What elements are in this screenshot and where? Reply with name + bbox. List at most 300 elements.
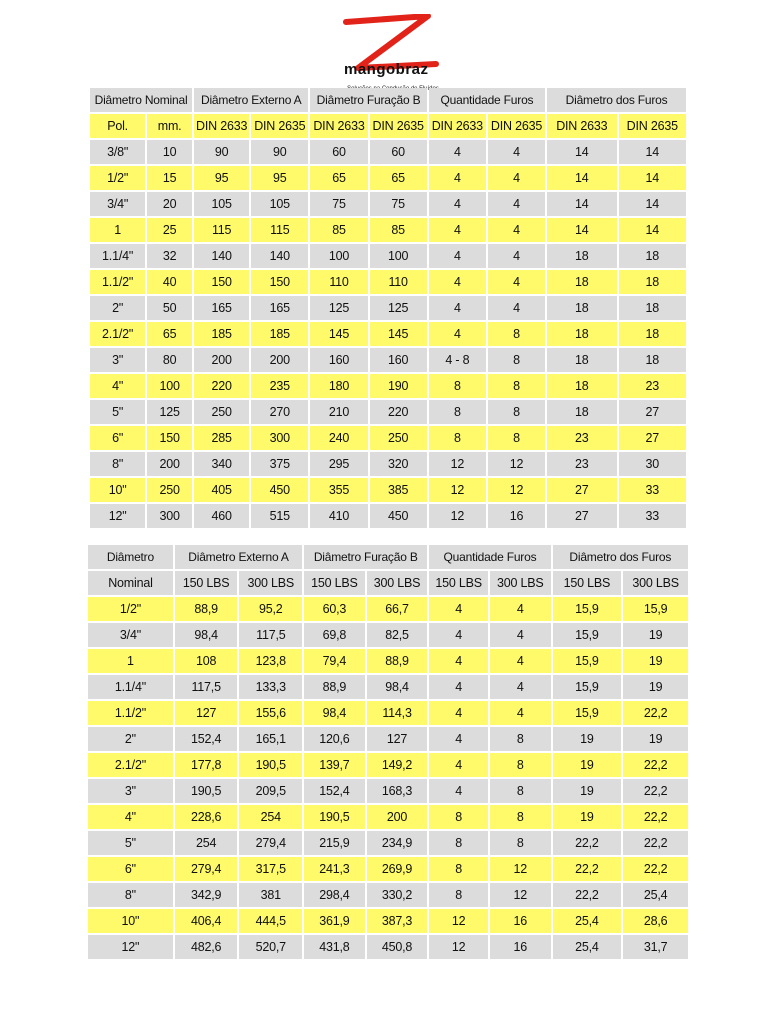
table-cell: 127	[367, 727, 428, 751]
table-cell: 40	[147, 270, 192, 294]
table-cell: 88,9	[367, 649, 428, 673]
table-cell: 31,7	[623, 935, 688, 959]
company-logo	[318, 14, 468, 86]
header-hole-count: Quantidade Furos	[429, 545, 550, 569]
nominal-size-cell: 8"	[88, 883, 173, 907]
nominal-size-cell: 2"	[88, 727, 173, 751]
table-cell: 19	[553, 727, 622, 751]
table-cell: 160	[370, 348, 427, 372]
table-cell: 133,3	[239, 675, 302, 699]
table-cell: 14	[619, 166, 686, 190]
table-row	[88, 649, 688, 673]
nominal-size-cell: 12"	[90, 504, 145, 528]
table-cell: 14	[619, 218, 686, 242]
table-cell: 4	[488, 244, 545, 268]
nominal-size-cell: 3/4"	[88, 623, 173, 647]
table-cell: 381	[239, 883, 302, 907]
table-row	[88, 597, 688, 621]
table-cell: 65	[310, 166, 367, 190]
column-subheader: DIN 2635	[619, 114, 686, 138]
table-cell: 16	[490, 935, 551, 959]
table-cell: 8	[490, 727, 551, 751]
table-cell: 298,4	[304, 883, 365, 907]
table-cell: 185	[251, 322, 308, 346]
table-cell: 145	[310, 322, 367, 346]
table-cell: 18	[547, 348, 616, 372]
din-flange-table	[88, 86, 688, 530]
header-nominal-line1: Diâmetro	[88, 545, 173, 569]
table-row	[88, 623, 688, 647]
table-cell: 4	[429, 779, 488, 803]
table-cell: 4	[429, 140, 486, 164]
table-cell: 20	[147, 192, 192, 216]
table-cell: 110	[370, 270, 427, 294]
table-cell: 15,9	[553, 675, 622, 699]
table-cell: 254	[239, 805, 302, 829]
table-cell: 4	[490, 675, 551, 699]
table-cell: 19	[553, 779, 622, 803]
column-subheader: 300 LBS	[623, 571, 688, 595]
table-cell: 340	[194, 452, 249, 476]
table-cell: 33	[619, 478, 686, 502]
table-cell: 125	[147, 400, 192, 424]
table-cell: 27	[547, 478, 616, 502]
header-hole-diameter: Diâmetro dos Furos	[553, 545, 688, 569]
table-cell: 150	[194, 270, 249, 294]
header-outer-diameter: Diâmetro Externo A	[194, 88, 308, 112]
table-row	[90, 244, 686, 268]
table-cell: 200	[251, 348, 308, 372]
table-cell: 8	[429, 426, 486, 450]
table-cell: 22,2	[623, 831, 688, 855]
table-row	[90, 426, 686, 450]
table-row	[90, 270, 686, 294]
nominal-size-cell: 10"	[90, 478, 145, 502]
table-cell: 98,4	[304, 701, 365, 725]
table-cell: 4	[488, 166, 545, 190]
table-cell: 234,9	[367, 831, 428, 855]
table-cell: 165	[251, 296, 308, 320]
table-cell: 482,6	[175, 935, 238, 959]
column-subheader: 300 LBS	[490, 571, 551, 595]
table-cell: 269,9	[367, 857, 428, 881]
table-cell: 95,2	[239, 597, 302, 621]
table-cell: 18	[547, 374, 616, 398]
table-cell: 19	[623, 675, 688, 699]
table-cell: 295	[310, 452, 367, 476]
table-cell: 190	[370, 374, 427, 398]
table-cell: 16	[488, 504, 545, 528]
table-cell: 180	[310, 374, 367, 398]
table-cell: 385	[370, 478, 427, 502]
table-cell: 300	[147, 504, 192, 528]
nominal-size-cell: 3/4"	[90, 192, 145, 216]
nominal-size-cell: 3"	[88, 779, 173, 803]
table-cell: 12	[488, 452, 545, 476]
nominal-size-cell: 4"	[88, 805, 173, 829]
table-cell: 8	[429, 831, 488, 855]
table-cell: 450	[370, 504, 427, 528]
table-cell: 165	[194, 296, 249, 320]
nominal-size-cell: 12"	[88, 935, 173, 959]
table-cell: 85	[370, 218, 427, 242]
header-hole-count: Quantidade Furos	[429, 88, 545, 112]
column-subheader: 150 LBS	[175, 571, 238, 595]
table-cell: 4	[429, 701, 488, 725]
table-cell: 4	[429, 244, 486, 268]
table-cell: 8	[488, 322, 545, 346]
nominal-size-cell: 1.1/4"	[90, 244, 145, 268]
table-cell: 19	[623, 623, 688, 647]
nominal-size-cell: 5"	[90, 400, 145, 424]
table-row	[88, 701, 688, 725]
table-cell: 220	[370, 400, 427, 424]
table-cell: 150	[147, 426, 192, 450]
table-cell: 168,3	[367, 779, 428, 803]
table-cell: 355	[310, 478, 367, 502]
table-cell: 444,5	[239, 909, 302, 933]
table-cell: 79,4	[304, 649, 365, 673]
table-cell: 460	[194, 504, 249, 528]
table-cell: 10	[147, 140, 192, 164]
header-bolt-circle: Diâmetro Furação B	[304, 545, 427, 569]
table-cell: 28,6	[623, 909, 688, 933]
table-row	[90, 348, 686, 372]
table-cell: 82,5	[367, 623, 428, 647]
table-cell: 95	[251, 166, 308, 190]
table-cell: 145	[370, 322, 427, 346]
table-cell: 4	[429, 166, 486, 190]
table-cell: 25,4	[553, 909, 622, 933]
table-cell: 30	[619, 452, 686, 476]
table-cell: 450,8	[367, 935, 428, 959]
table-cell: 98,4	[175, 623, 238, 647]
table-cell: 220	[194, 374, 249, 398]
table-cell: 4	[490, 701, 551, 725]
table-cell: 125	[370, 296, 427, 320]
table-cell: 8	[429, 857, 488, 881]
table-cell: 241,3	[304, 857, 365, 881]
table-cell: 23	[619, 374, 686, 398]
table-row	[90, 478, 686, 502]
table-cell: 18	[547, 296, 616, 320]
table-cell: 450	[251, 478, 308, 502]
nominal-size-cell: 8"	[90, 452, 145, 476]
table-cell: 25,4	[623, 883, 688, 907]
table-cell: 4	[490, 597, 551, 621]
table-cell: 100	[310, 244, 367, 268]
header-outer-diameter: Diâmetro Externo A	[175, 545, 302, 569]
table-row	[88, 779, 688, 803]
table-cell: 22,2	[623, 805, 688, 829]
table-cell: 27	[547, 504, 616, 528]
table-row	[90, 140, 686, 164]
header-nominal-diameter: Diâmetro Nominal	[90, 88, 192, 112]
table-cell: 25,4	[553, 935, 622, 959]
table-cell: 240	[310, 426, 367, 450]
table-cell: 4	[429, 753, 488, 777]
table-cell: 15,9	[553, 649, 622, 673]
nominal-size-cell: 1/2"	[90, 166, 145, 190]
table-cell: 375	[251, 452, 308, 476]
table-row	[90, 322, 686, 346]
table-cell: 330,2	[367, 883, 428, 907]
column-subheader: Pol.	[90, 114, 145, 138]
table-cell: 125	[310, 296, 367, 320]
table-cell: 16	[490, 909, 551, 933]
table-cell: 18	[619, 296, 686, 320]
table-cell: 65	[370, 166, 427, 190]
nominal-size-cell: 3"	[90, 348, 145, 372]
table-cell: 15,9	[623, 597, 688, 621]
table-cell: 100	[147, 374, 192, 398]
table-cell: 90	[194, 140, 249, 164]
table-cell: 406,4	[175, 909, 238, 933]
table-cell: 279,4	[239, 831, 302, 855]
table-cell: 285	[194, 426, 249, 450]
table-cell: 85	[310, 218, 367, 242]
table-cell: 250	[147, 478, 192, 502]
table-cell: 4 - 8	[429, 348, 486, 372]
table-cell: 60	[370, 140, 427, 164]
table-cell: 8	[490, 805, 551, 829]
table-cell: 250	[370, 426, 427, 450]
table-row	[90, 166, 686, 190]
table-cell: 12	[429, 452, 486, 476]
table-cell: 80	[147, 348, 192, 372]
table-cell: 8	[429, 883, 488, 907]
table-cell: 12	[490, 857, 551, 881]
table-cell: 4	[490, 649, 551, 673]
table-cell: 515	[251, 504, 308, 528]
table-cell: 4	[429, 296, 486, 320]
header-hole-diameter: Diâmetro dos Furos	[547, 88, 686, 112]
table-cell: 152,4	[304, 779, 365, 803]
table-cell: 18	[619, 322, 686, 346]
table-cell: 149,2	[367, 753, 428, 777]
table-cell: 75	[370, 192, 427, 216]
nominal-size-cell: 1.1/4"	[88, 675, 173, 699]
table-cell: 4	[488, 192, 545, 216]
table-cell: 19	[553, 753, 622, 777]
table-cell: 120,6	[304, 727, 365, 751]
table-cell: 200	[367, 805, 428, 829]
table-cell: 18	[547, 400, 616, 424]
table-cell: 22,2	[623, 753, 688, 777]
column-subheader: 150 LBS	[304, 571, 365, 595]
column-subheader: 300 LBS	[367, 571, 428, 595]
table-cell: 4	[488, 218, 545, 242]
table-cell: 254	[175, 831, 238, 855]
table-cell: 200	[147, 452, 192, 476]
table-cell: 235	[251, 374, 308, 398]
table-cell: 8	[488, 374, 545, 398]
table-cell: 100	[370, 244, 427, 268]
table-cell: 405	[194, 478, 249, 502]
table-cell: 12	[488, 478, 545, 502]
table-row	[88, 727, 688, 751]
table-cell: 317,5	[239, 857, 302, 881]
table-cell: 127	[175, 701, 238, 725]
column-subheader: DIN 2635	[488, 114, 545, 138]
table-cell: 22,2	[553, 831, 622, 855]
table-cell: 210	[310, 400, 367, 424]
table-cell: 117,5	[175, 675, 238, 699]
table-cell: 4	[488, 140, 545, 164]
table-cell: 22,2	[623, 701, 688, 725]
table-row	[88, 909, 688, 933]
table-cell: 8	[429, 805, 488, 829]
table-cell: 22,2	[553, 883, 622, 907]
table-cell: 60	[310, 140, 367, 164]
table-cell: 50	[147, 296, 192, 320]
table-cell: 4	[429, 218, 486, 242]
table-cell: 15,9	[553, 701, 622, 725]
column-subheader: DIN 2633	[547, 114, 616, 138]
table-cell: 160	[310, 348, 367, 372]
table-cell: 114,3	[367, 701, 428, 725]
table-cell: 14	[619, 140, 686, 164]
table-cell: 14	[547, 166, 616, 190]
table-cell: 98,4	[367, 675, 428, 699]
table-cell: 8	[488, 348, 545, 372]
table-cell: 12	[490, 883, 551, 907]
table-cell: 18	[619, 244, 686, 268]
nominal-size-cell: 5"	[88, 831, 173, 855]
ansi-flange-table	[86, 543, 690, 961]
table-cell: 22,2	[623, 779, 688, 803]
table-cell: 18	[547, 322, 616, 346]
table-cell: 152,4	[175, 727, 238, 751]
table-cell: 12	[429, 935, 488, 959]
table-cell: 228,6	[175, 805, 238, 829]
header-nominal-line2: Nominal	[88, 571, 173, 595]
table-cell: 361,9	[304, 909, 365, 933]
table-cell: 4	[429, 270, 486, 294]
nominal-size-cell: 3/8"	[90, 140, 145, 164]
table-cell: 105	[251, 192, 308, 216]
nominal-size-cell: 1	[88, 649, 173, 673]
table-cell: 105	[194, 192, 249, 216]
table-row	[90, 218, 686, 242]
table-row	[90, 374, 686, 398]
table-cell: 4	[488, 270, 545, 294]
table-cell: 23	[547, 426, 616, 450]
table-cell: 215,9	[304, 831, 365, 855]
nominal-size-cell: 2.1/2"	[90, 322, 145, 346]
nominal-size-cell: 10"	[88, 909, 173, 933]
table-cell: 4	[429, 623, 488, 647]
table-cell: 139,7	[304, 753, 365, 777]
table-cell: 185	[194, 322, 249, 346]
table-cell: 8	[490, 779, 551, 803]
table-cell: 115	[251, 218, 308, 242]
table-cell: 69,8	[304, 623, 365, 647]
table-cell: 18	[619, 270, 686, 294]
table-cell: 14	[619, 192, 686, 216]
table-cell: 140	[194, 244, 249, 268]
nominal-size-cell: 2"	[90, 296, 145, 320]
table-cell: 66,7	[367, 597, 428, 621]
table-cell: 15,9	[553, 597, 622, 621]
nominal-size-cell: 1	[90, 218, 145, 242]
table-row	[88, 857, 688, 881]
table-row	[88, 805, 688, 829]
column-subheader: 300 LBS	[239, 571, 302, 595]
column-subheader: DIN 2633	[429, 114, 486, 138]
column-subheader: DIN 2633	[194, 114, 249, 138]
table-cell: 250	[194, 400, 249, 424]
table-cell: 14	[547, 218, 616, 242]
table-cell: 8	[490, 753, 551, 777]
table-cell: 520,7	[239, 935, 302, 959]
table-cell: 4	[429, 322, 486, 346]
table-cell: 150	[251, 270, 308, 294]
table-cell: 88,9	[175, 597, 238, 621]
table-cell: 279,4	[175, 857, 238, 881]
table-cell: 19	[623, 727, 688, 751]
table-cell: 342,9	[175, 883, 238, 907]
table-cell: 209,5	[239, 779, 302, 803]
table-row	[90, 296, 686, 320]
table-cell: 27	[619, 400, 686, 424]
table-row	[90, 452, 686, 476]
table-cell: 4	[429, 675, 488, 699]
table-cell: 19	[553, 805, 622, 829]
table-cell: 140	[251, 244, 308, 268]
table-cell: 32	[147, 244, 192, 268]
table-cell: 115	[194, 218, 249, 242]
table-cell: 18	[547, 270, 616, 294]
table-cell: 95	[194, 166, 249, 190]
table-row	[88, 831, 688, 855]
table-cell: 22,2	[623, 857, 688, 881]
table-cell: 14	[547, 192, 616, 216]
column-subheader: 150 LBS	[429, 571, 488, 595]
table-cell: 8	[488, 400, 545, 424]
table-cell: 12	[429, 478, 486, 502]
table-cell: 431,8	[304, 935, 365, 959]
table-cell: 190,5	[239, 753, 302, 777]
nominal-size-cell: 1.1/2"	[90, 270, 145, 294]
table-cell: 110	[310, 270, 367, 294]
table-cell: 190,5	[175, 779, 238, 803]
table-cell: 33	[619, 504, 686, 528]
column-subheader: 150 LBS	[553, 571, 622, 595]
table-cell: 4	[488, 296, 545, 320]
column-subheader: DIN 2635	[251, 114, 308, 138]
table-cell: 25	[147, 218, 192, 242]
table-cell: 410	[310, 504, 367, 528]
table-cell: 14	[547, 140, 616, 164]
table-row	[88, 935, 688, 959]
table-row	[90, 400, 686, 424]
column-subheader: mm.	[147, 114, 192, 138]
brand-name: mangobraz	[344, 61, 429, 78]
table-cell: 12	[429, 504, 486, 528]
table-cell: 155,6	[239, 701, 302, 725]
table-cell: 177,8	[175, 753, 238, 777]
table-cell: 320	[370, 452, 427, 476]
nominal-size-cell: 1/2"	[88, 597, 173, 621]
table-cell: 8	[429, 374, 486, 398]
table-cell: 15,9	[553, 623, 622, 647]
table-cell: 117,5	[239, 623, 302, 647]
table-cell: 15	[147, 166, 192, 190]
table-cell: 22,2	[553, 857, 622, 881]
nominal-size-cell: 2.1/2"	[88, 753, 173, 777]
table-cell: 27	[619, 426, 686, 450]
